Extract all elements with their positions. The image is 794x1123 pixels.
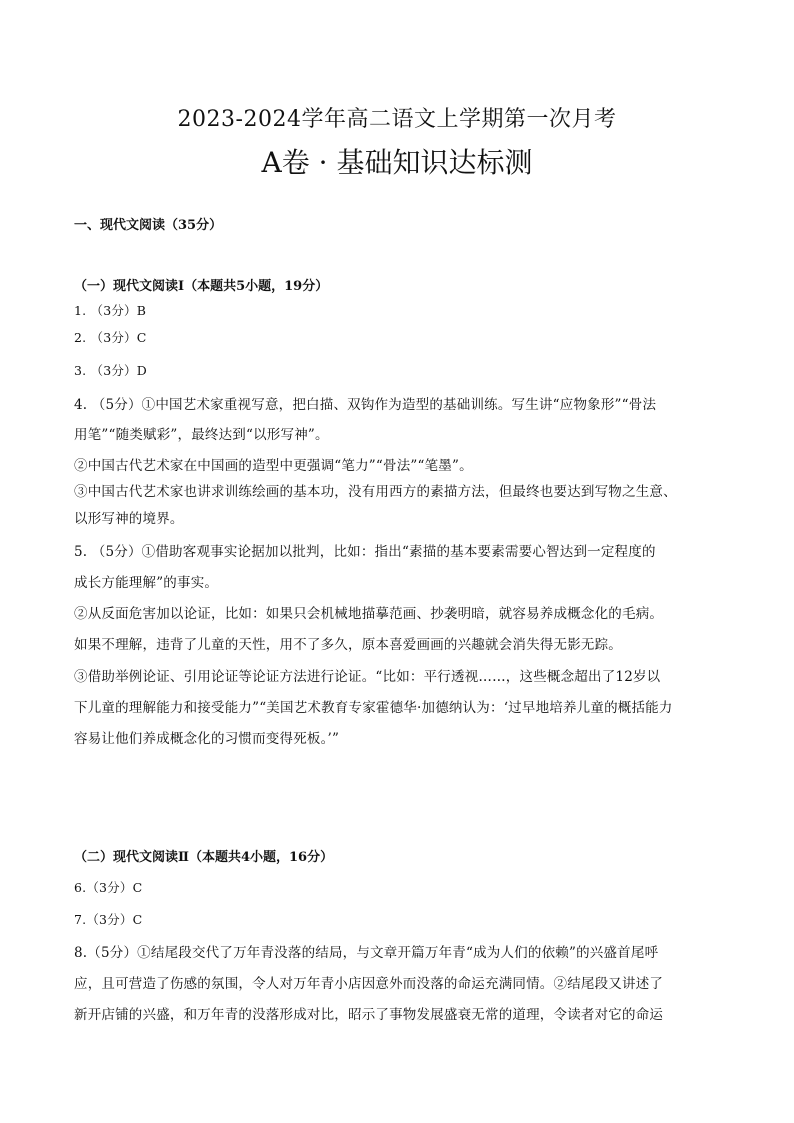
answer-line: 以形写神的境界。 (74, 511, 184, 527)
part2-heading: （二）现代文阅读Ⅱ（本题共4小题，16分） (74, 850, 334, 865)
answer-line: 2. （3分）C (74, 330, 147, 345)
answer-line: 容易让他们养成概念化的习惯而变得死板。’” (74, 731, 340, 747)
answer-line: ②中国古代艺术家在中国画的造型中更强调“笔力”“骨法”“笔墨”。 (74, 458, 473, 474)
answer-line: 应，且可营造了伤感的氛围，令人对万年青小店因意外而没落的命运充满同情。②结尾段又讲述了 (74, 976, 664, 992)
answer-line: 新开店铺的兴盛，和万年青的没落形成对比，昭示了事物发展盛衰无常的道理，令读者对它的命运 (74, 1007, 664, 1023)
part1-heading: （一）现代文阅读Ⅰ（本题共5小题，19分） (74, 279, 329, 294)
answer-line: 如果不理解，违背了儿童的天性，用不了多久，原本喜爱画画的兴趣就会消失得无影无踪。 (74, 637, 622, 653)
answer-line: 5. （5分）①借助客观事实论据加以批判，比如：指出“素描的基本要素需要心智达到一定程度的 (74, 544, 656, 560)
answer-line: 用笔”“随类赋彩”，最终达到“以形写神”。 (74, 427, 329, 443)
answer-line: 3. （3分）D (74, 363, 147, 378)
answer-line: 成长方能理解”的事实。 (74, 575, 219, 591)
section-heading: 一、现代文阅读（35分） (74, 218, 223, 233)
answer-line: 1. （3分）B (74, 303, 147, 318)
answer-line: ②从反面危害加以论证，比如：如果只会机械地描摹范画、抄袭明暗，就容易养成概念化的毛病。 (74, 606, 664, 622)
answer-line: ③中国古代艺术家也讲求训练绘画的基本功，没有用西方的素描方法，但最终也要达到写物之生意、 (74, 484, 677, 500)
exam-title: 2023-2024学年高二语文上学期第一次月考 (177, 107, 617, 132)
answer-line: 6.（3分）C (74, 880, 143, 895)
answer-line: ③借助举例论证、引用论证等论证方法进行论证。“比如：平行透视……，这些概念超出了12岁以 (74, 669, 661, 685)
answer-line: 7.（3分）C (74, 912, 143, 927)
answer-line: 下儿童的理解能力和接受能力”“美国艺术教育专家霍德华·加德纳认为：‘过早地培养儿童的概括能力 (74, 700, 673, 716)
answer-line: 4. （5分）①中国艺术家重视写意，把白描、双钩作为造型的基础训练。写生讲“应物象形”“骨法 (74, 397, 657, 413)
exam-subtitle: A卷 · 基础知识达标测 (261, 146, 533, 179)
answer-line: 8.（5分）①结尾段交代了万年青没落的结局，与文章开篇万年青“成为人们的依赖”的兴盛首尾呼 (74, 945, 659, 961)
